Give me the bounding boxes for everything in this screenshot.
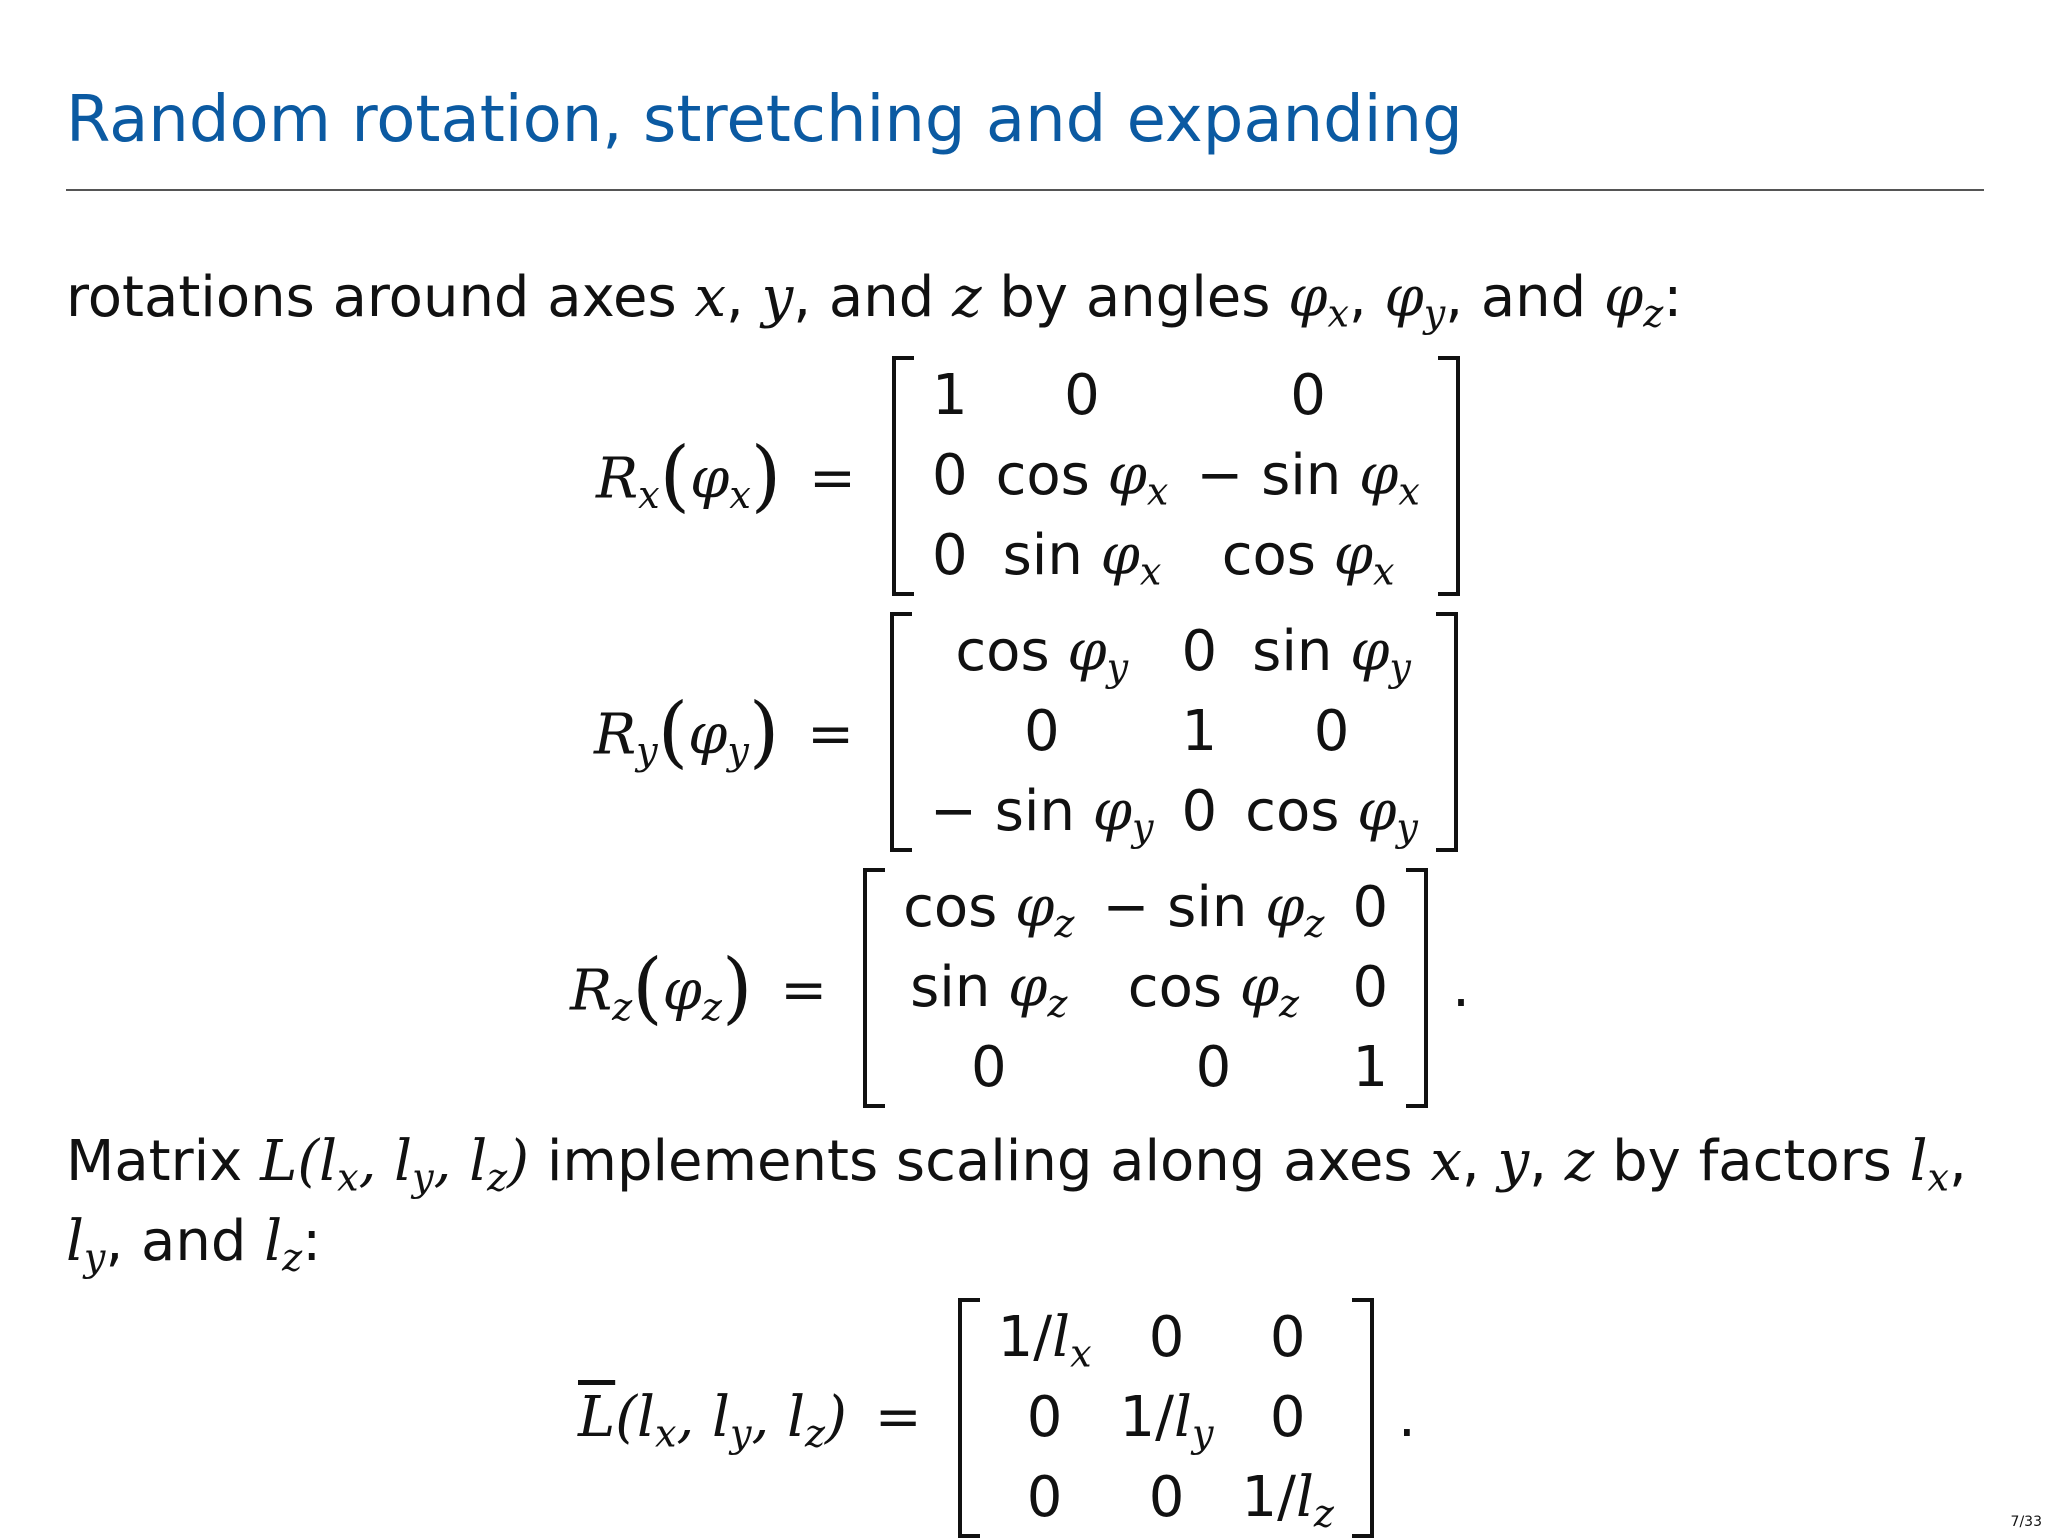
cell-value: 0 [1195, 1035, 1232, 1100]
lbar-matrix [958, 1298, 1374, 1538]
and-text: , and [105, 1209, 265, 1274]
text: implements scaling along axes [529, 1129, 1431, 1194]
matrix-cell [1182, 356, 1433, 436]
comma: , [1949, 1129, 1967, 1194]
sub-z: z [487, 1155, 508, 1200]
matrix-cell [982, 436, 1183, 516]
sub-x: x [1927, 1155, 1950, 1200]
matrix-cell [889, 1028, 1088, 1108]
ry-matrix-table [916, 612, 1432, 852]
cell-value: cos φ [1245, 779, 1397, 844]
var-x: x [1430, 1129, 1462, 1194]
var-y: y [761, 265, 794, 330]
sub-y: y [1423, 291, 1446, 336]
cell-value: 0 [1313, 699, 1350, 764]
lbar-equation [578, 1298, 1416, 1538]
comma: , [1529, 1129, 1565, 1194]
sub-z: z [804, 1411, 826, 1456]
lbar-symbol: $\overline{L}$ [578, 1385, 616, 1450]
matrix-cell [1168, 772, 1232, 852]
cell-subscript: x [1372, 549, 1395, 594]
cell-value: cos φ [1221, 523, 1373, 588]
sub-x: x [1327, 291, 1349, 336]
arg: , l [676, 1385, 730, 1450]
matrix-cell [1227, 1298, 1347, 1378]
arg: , l [358, 1129, 413, 1194]
matrix-cell [1106, 1298, 1228, 1378]
right-bracket [1436, 612, 1458, 852]
rz-subscript: z [612, 984, 633, 1029]
cell-subscript: y [1106, 645, 1129, 690]
cell-value: − sin φ [930, 779, 1132, 844]
lbar-matrix-table [984, 1298, 1348, 1538]
and-text: , and [793, 265, 953, 330]
matrix-cell [1088, 948, 1338, 1028]
matrix-row [984, 1378, 1348, 1458]
cell-value: 0 [1026, 1385, 1063, 1450]
right-bracket [1352, 1298, 1374, 1538]
rx-lhs: $R_x(\varphi_x)$ = [596, 431, 856, 521]
intro-text-2: by angles [981, 265, 1289, 330]
arg: (l [297, 1129, 338, 1194]
cell-value: 0 [1023, 699, 1060, 764]
title-divider [66, 189, 1984, 191]
arg: , l [751, 1385, 805, 1450]
matrix-row [918, 436, 1434, 516]
phi-symbol: φ [1384, 265, 1424, 330]
cell-value: − sin φ [1102, 875, 1305, 940]
matrix-cell [889, 948, 1088, 1028]
matrix-cell [918, 516, 982, 596]
var-l: l [66, 1209, 84, 1274]
matrix-cell [1168, 612, 1232, 692]
var-z: z [1564, 1129, 1595, 1194]
matrix-cell [1088, 868, 1338, 948]
rz-equation [570, 868, 1470, 1108]
sub-y: y [83, 1235, 106, 1280]
arg: , l [433, 1129, 488, 1194]
cell-value: 0 [931, 523, 968, 588]
scaling-sentence-line-1 [66, 1129, 1967, 1200]
matrix-row [918, 356, 1434, 436]
matrix-row [889, 1028, 1402, 1108]
rx-subscript: x [638, 472, 660, 517]
intro-text-1: rotations around axes [66, 265, 695, 330]
cell-value: 1 [1181, 699, 1218, 764]
close-paren: ) [825, 1385, 847, 1450]
matrix-cell [1168, 692, 1232, 772]
cell-value: 0 [1269, 1305, 1306, 1370]
cell-value: cos φ [955, 619, 1107, 684]
ry-arg: φ [688, 702, 728, 768]
var-y: y [1497, 1129, 1530, 1194]
cell-subscript: x [1139, 549, 1162, 594]
cell-value: sin φ [910, 955, 1048, 1020]
cell-subscript: y [1396, 805, 1418, 850]
cell-subscript: z [1047, 981, 1068, 1026]
sub-z: z [1643, 291, 1664, 336]
period: . [1397, 1385, 1416, 1450]
period: . [1452, 955, 1470, 1020]
intro-sentence [66, 265, 1683, 336]
matrix-row [889, 868, 1402, 948]
matrix-cell [916, 692, 1167, 772]
text: by factors [1594, 1129, 1910, 1194]
sub-y: y [412, 1155, 434, 1200]
matrix-L: L [260, 1129, 298, 1194]
left-bracket [863, 868, 885, 1108]
cell-subscript: y [1191, 1411, 1214, 1456]
matrix-cell [1088, 1028, 1338, 1108]
ry-symbol: R [594, 702, 637, 768]
matrix-cell [1231, 692, 1432, 772]
rx-arg: φ [690, 446, 730, 512]
cell-subscript: x [1398, 469, 1420, 514]
matrix-cell [982, 356, 1183, 436]
matrix-cell [918, 356, 982, 436]
sub-z: z [282, 1235, 303, 1280]
cell-subscript: z [1279, 981, 1300, 1026]
left-bracket [890, 612, 912, 852]
cell-value: 0 [1352, 955, 1389, 1020]
var-x: x [694, 265, 727, 330]
cell-value: 1/l [1241, 1465, 1314, 1530]
colon: : [302, 1209, 322, 1274]
colon: : [1663, 265, 1683, 330]
matrix-cell [1227, 1458, 1347, 1538]
matrix-row [916, 692, 1432, 772]
cell-value: 0 [1181, 619, 1218, 684]
cell-value: 0 [970, 1035, 1007, 1100]
cell-value: cos φ [903, 875, 1055, 940]
cell-value: sin φ [1002, 523, 1140, 588]
matrix-cell [982, 516, 1183, 596]
cell-subscript: z [1313, 1491, 1334, 1536]
comma: , [726, 265, 762, 330]
matrix-cell [984, 1378, 1106, 1458]
matrix-row [889, 948, 1402, 1028]
cell-value: 1 [931, 363, 968, 428]
matrix-cell [889, 868, 1088, 948]
page-number: 7/33 [2010, 1514, 2042, 1530]
matrix-cell [1182, 516, 1433, 596]
rz-lhs: $R_z(\varphi_z)$ = [570, 943, 828, 1033]
rz-arg: φ [662, 958, 702, 1024]
close-paren: ) [507, 1129, 530, 1194]
ry-subscript: y [636, 728, 658, 773]
cell-subscript: y [1389, 645, 1411, 690]
lbar-lhs: $\overline{L}(l_x$, $l_y$, $l_z$) = [578, 1385, 922, 1456]
matrix-row [916, 612, 1432, 692]
and-text: , and [1445, 265, 1605, 330]
rx-matrix-table [918, 356, 1434, 596]
text: Matrix [66, 1129, 261, 1194]
var-z: z [952, 265, 982, 330]
cell-value: 0 [1064, 363, 1100, 428]
matrix-cell [1106, 1378, 1228, 1458]
cell-subscript: y [1132, 805, 1154, 850]
cell-subscript: x [1146, 469, 1169, 514]
ry-arg-subscript: y [727, 728, 749, 773]
right-bracket [1438, 356, 1460, 596]
cell-value: cos φ [995, 443, 1147, 508]
right-bracket [1406, 868, 1428, 1108]
matrix-row [916, 772, 1432, 852]
cell-value: 1 [1352, 1035, 1389, 1100]
cell-value: 0 [1148, 1465, 1185, 1530]
arg: (l [615, 1385, 655, 1450]
matrix-cell [916, 772, 1167, 852]
comma: , [1348, 265, 1385, 330]
phi-symbol: φ [1288, 265, 1328, 330]
matrix-row [918, 516, 1434, 596]
cell-value: − sin φ [1196, 443, 1399, 508]
matrix-cell [1338, 1028, 1402, 1108]
cell-value: 0 [1148, 1305, 1185, 1370]
left-bracket [892, 356, 914, 596]
matrix-row [984, 1298, 1348, 1378]
matrix-cell [1231, 612, 1432, 692]
phi-symbol: φ [1604, 265, 1644, 330]
cell-value: 0 [1181, 779, 1218, 844]
slide-title: Random rotation, stretching and expanding [66, 83, 1463, 157]
cell-value: 0 [1290, 363, 1326, 428]
var-l: l [1909, 1129, 1928, 1194]
rz-matrix [863, 868, 1428, 1108]
ry-lhs: $R_y(\varphi_y)$ = [594, 687, 855, 777]
cell-subscript: z [1054, 901, 1075, 946]
matrix-row [984, 1458, 1348, 1538]
matrix-cell [984, 1298, 1106, 1378]
matrix-cell [916, 612, 1167, 692]
cell-value: 0 [1352, 875, 1389, 940]
matrix-cell [1106, 1458, 1228, 1538]
cell-value: cos φ [1127, 955, 1280, 1020]
scaling-sentence-line-2 [66, 1209, 322, 1280]
ry-matrix [890, 612, 1458, 852]
rz-symbol: R [570, 958, 613, 1024]
matrix-cell [1231, 772, 1432, 852]
cell-value: 0 [931, 443, 968, 508]
rx-equation [596, 356, 1460, 596]
rx-matrix [892, 356, 1460, 596]
cell-value: 0 [1026, 1465, 1063, 1530]
sub-x: x [654, 1411, 677, 1456]
rx-symbol: R [596, 446, 639, 512]
comma: , [1461, 1129, 1498, 1194]
cell-value: 0 [1269, 1385, 1306, 1450]
cell-value: sin φ [1252, 619, 1390, 684]
var-l: l [264, 1209, 283, 1274]
matrix-cell [1338, 948, 1402, 1028]
rx-arg-subscript: x [729, 472, 751, 517]
ry-equation [594, 612, 1458, 852]
matrix-cell [1227, 1378, 1347, 1458]
rz-arg-subscript: z [701, 984, 722, 1029]
sub-y: y [729, 1411, 752, 1456]
matrix-cell [918, 436, 982, 516]
matrix-cell [984, 1458, 1106, 1538]
cell-value: 1/l [1119, 1385, 1192, 1450]
matrix-cell [1338, 868, 1402, 948]
matrix-cell [1182, 436, 1433, 516]
cell-subscript: x [1070, 1331, 1092, 1376]
left-bracket [958, 1298, 980, 1538]
cell-subscript: z [1304, 901, 1325, 946]
cell-value: 1/l [997, 1305, 1071, 1370]
rz-matrix-table [889, 868, 1402, 1108]
sub-x: x [337, 1155, 359, 1200]
